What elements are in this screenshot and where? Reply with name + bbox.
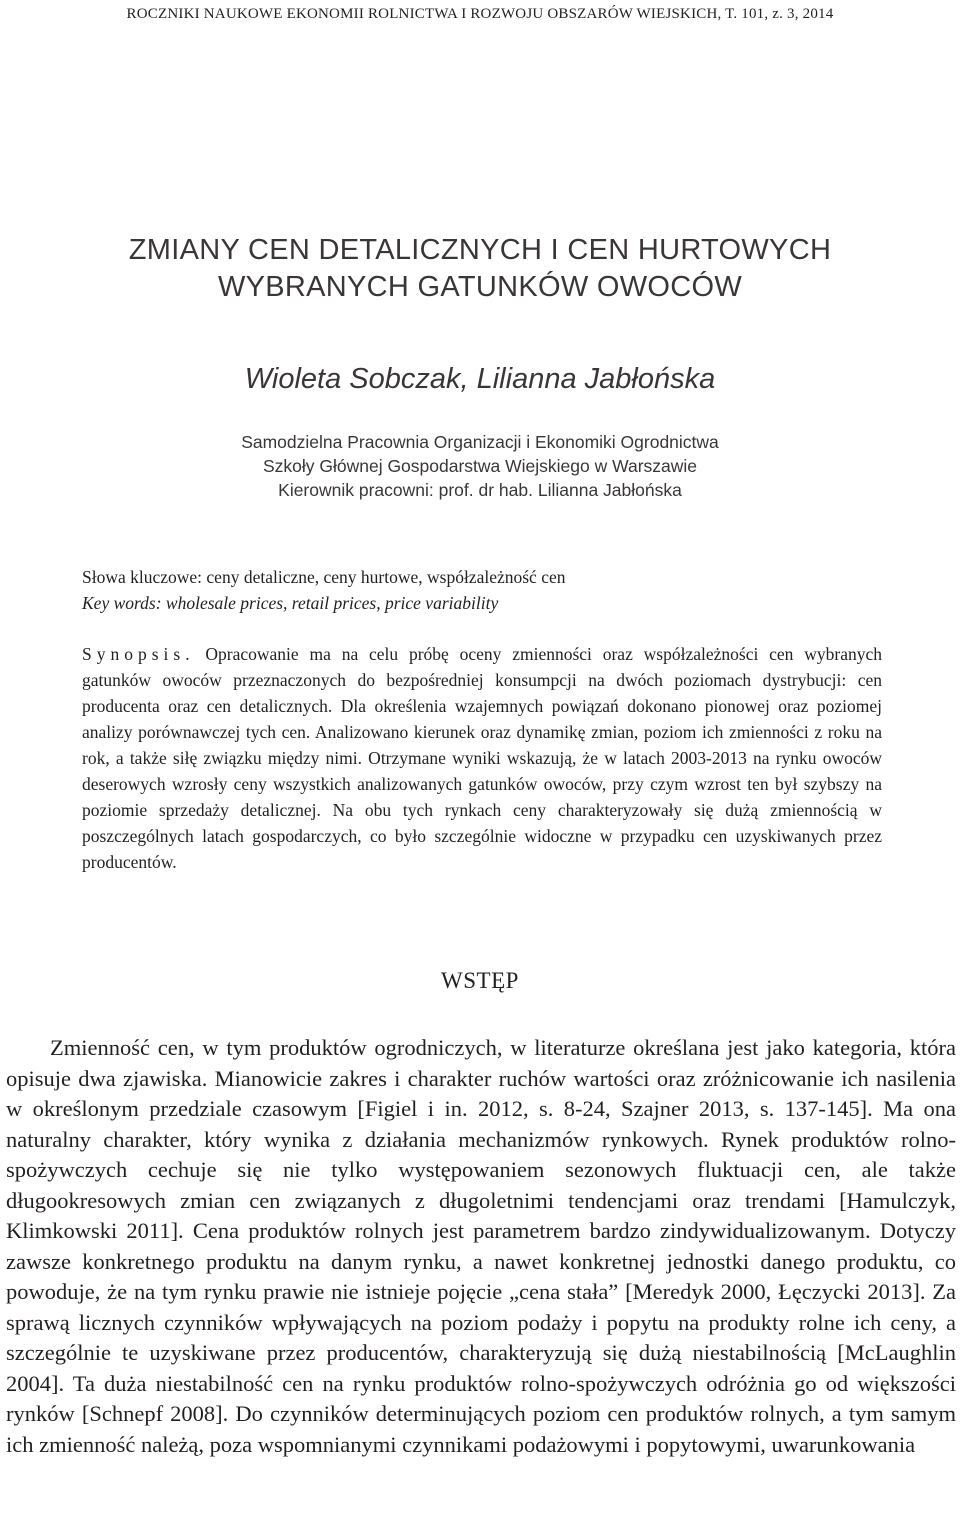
authors: Wioleta Sobczak, Lilianna Jabłońska — [244, 363, 716, 395]
keywords-block — [82, 564, 882, 616]
article-title — [0, 232, 960, 306]
journal-header: ROCZNIKI NAUKOWE EKONOMII ROLNICTWA I ROZWOJU OBSZARÓW WIEJSKICH, T. 101, z. 3, 2014 — [126, 6, 834, 22]
article-title-line-1: ZMIANY CEN DETALICZNYCH I CEN HURTOWYCH — [128, 234, 832, 266]
affiliation — [0, 430, 960, 502]
affiliation-line-3: Kierownik pracowni: prof. dr hab. Lilianna Jabłońska — [278, 480, 682, 500]
section-heading: WSTĘP — [441, 968, 519, 993]
keywords-polish: Słowa kluczowe: ceny detaliczne, ceny hurtowe, współzależność cen — [82, 567, 566, 587]
keywords-english: Key words: wholesale prices, retail prices, price variability — [82, 593, 499, 613]
synopsis-label: Synopsis. — [82, 644, 195, 664]
synopsis-text: Opracowanie ma na celu próbę oceny zmienności oraz współzależności cen wybranych gatunków owoców przeznaczonych do bezpośredniej konsumpcji na dwóch poziomach dystrybucji: cen producenta oraz cen detalicznych. Dla określenia wzajemnych powiązań dokonano pionowej oraz poziomej analizy porównawczej tych cen. Analizowano kierunek oraz dynamikę zmian, poziom ich zmienności z roku na rok, a także siłę związku między nimi. Otrzymane wyniki wskazują, że w latach 2003-2013 na rynku owoców deserowych wzrosły ceny wszystkich analizowanych gatunków owoców, przy czym wzrost ten był szybszy na poziomie sprzedaży detalicznej. Na obu tych rynkach ceny charakteryzowały się dużą zmiennością w poszczególnych latach gospodarczych, co było szczególnie widoczne w przypadku cen uzyskiwanych przez producentów. — [82, 644, 882, 872]
intro-paragraph: Zmienność cen, w tym produktów ogrodniczych, w literaturze określana jest jako kategoria, która opisuje dwa zjawiska. Mianowicie zakres i charakter ruchów wartości oraz zróżnicowanie ich nasilenia w określonym przedziale czasowym [Figiel i in. 2012, s. 8-24, Szajner 2013, s. 137-145]. Ma ona naturalny charakter, który wynika z działania mechanizmów rynkowych. Rynek produktów rolno-spożywczych cechuje się nie tylko występowaniem sezonowych fluktuacji cen, ale także długookresowych zmian cen związanych z długoletnimi tendencjami oraz trendami [Hamulczyk, Klimkowski 2011]. Cena produktów rolnych jest parametrem bardzo zindywidualizowanym. Dotyczy zawsze konkretnego produktu na danym rynku, a nawet konkretnej jednostki danego produktu, co powoduje, że na tym rynku prawie nie istnieje pojęcie „cena stała” [Meredyk 2000, Łęczycki 2013]. Za sprawą licznych czynników wpływających na poziom podaży i popytu na produkty rolne ich ceny, a szczególnie te uzyskiwane przez producentów, charakteryzują się dużą niestabilnością [McLaughlin 2004]. Ta duża niestabilność cen na rynku produktów rolno-spożywczych odróżnia go od większości rynków [Schnepf 2008]. Do czynników determinujących poziom cen produktów rolnych, a tym samym ich zmienność należą, poza wspomnianymi czynnikami podażowymi i popytowymi, uwarunkowania — [6, 1035, 956, 1457]
synopsis — [82, 641, 882, 875]
article-title-line-2: WYBRANYCH GATUNKÓW OWOCÓW — [217, 271, 743, 303]
affiliation-line-2: Szkoły Głównej Gospodarstwa Wiejskiego w Warszawie — [262, 456, 698, 476]
affiliation-line-1: Samodzielna Pracownia Organizacji i Ekonomiki Ogrodnictwa — [241, 432, 719, 452]
